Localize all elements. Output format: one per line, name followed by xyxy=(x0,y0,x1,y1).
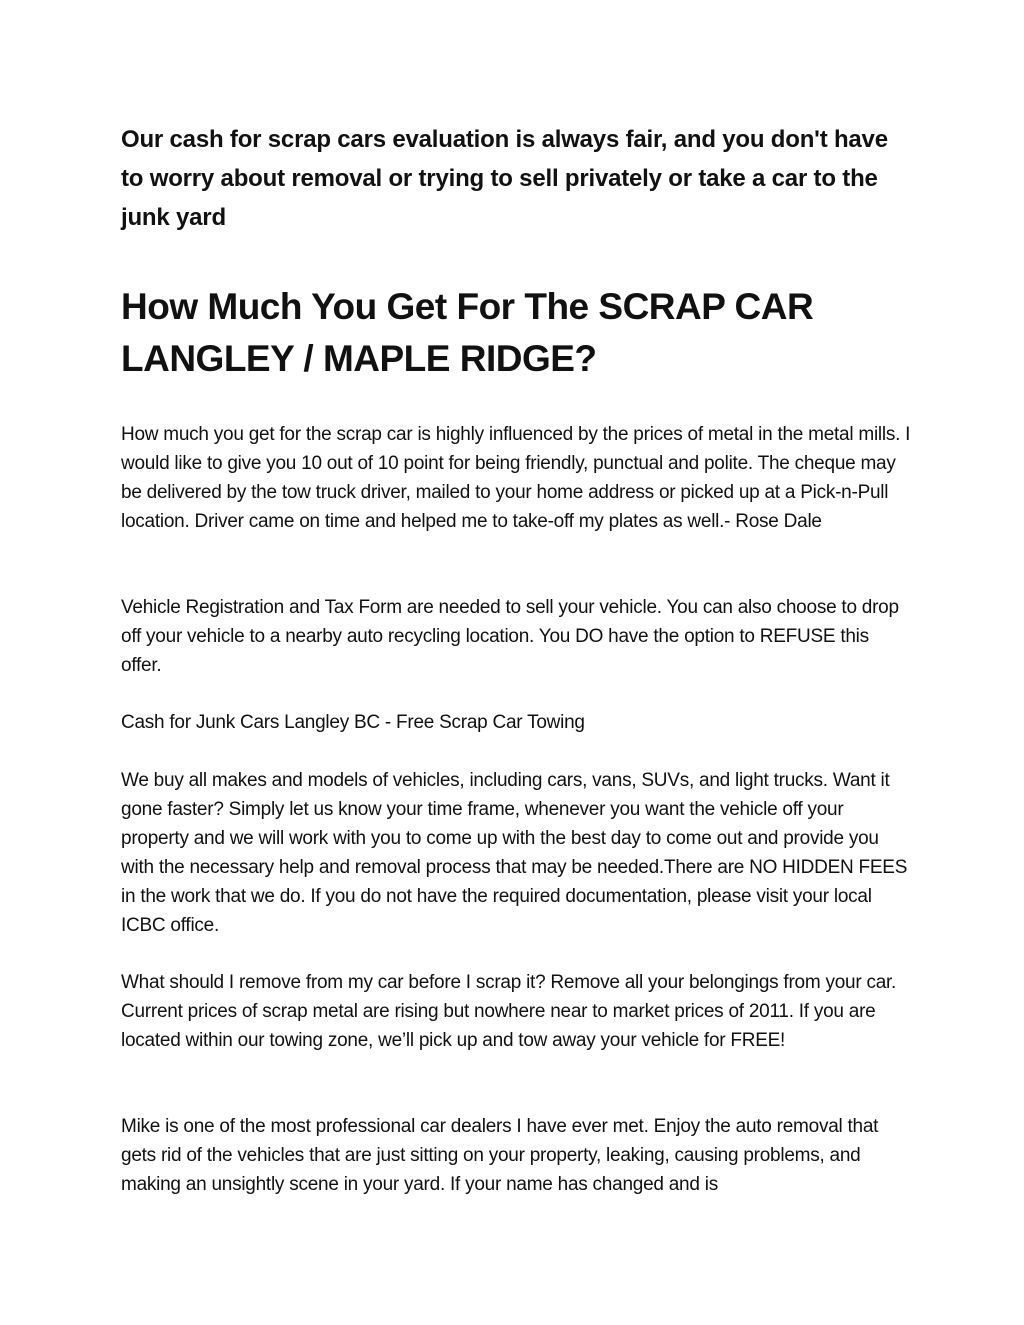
paragraph: We buy all makes and models of vehicles, including cars, vans, SUVs, and light trucks. Want it gone faster? Simply let us know your time frame, whenever you want the vehicle off your property and we will work with you to come up with the best day to come out and provide you with the necessary help and removal process that may be needed.There are NO HIDDEN FEES in the work that we do. If you do not have the required documentation, please visit your local ICBC office. xyxy=(121,770,908,936)
document-heading: How Much You Get For The SCRAP CAR LANGLEY / MAPLE RIDGE? xyxy=(121,286,814,379)
paragraph: Cash for Junk Cars Langley BC - Free Scrap Car Towing xyxy=(121,712,585,733)
paragraph: Mike is one of the most professional car dealers I have ever met. Enjoy the auto removal that gets rid of the vehicles that are just sitting on your property, leaking, causing problems, and making an unsightly scene in your yard. If your name has changed and is xyxy=(121,1116,879,1195)
document-subheading: Our cash for scrap cars evaluation is always fair, and you don't have to worry about removal or trying to sell privately or take a car to the junk yard xyxy=(121,126,888,231)
paragraph: How much you get for the scrap car is highly influenced by the prices of metal in the metal mills. I would like to give you 10 out of 10 point for being friendly, punctual and polite. The cheque may be delivered by the tow truck driver, mailed to your home address or picked up at a Pick-n-Pull location. Driver came on time and helped me to take-off my plates as well.- Rose Dale xyxy=(121,424,911,532)
paragraph: Vehicle Registration and Tax Form are needed to sell your vehicle. You can also choose to drop off your vehicle to a nearby auto recycling location. You DO have the option to REFUSE this offer. xyxy=(121,597,899,676)
paragraph: What should I remove from my car before I scrap it? Remove all your belongings from your car. Current prices of scrap metal are rising but nowhere near to market prices of 2011. If you are located within our towing zone, we’ll pick up and tow away your vehicle for FREE! xyxy=(121,972,897,1051)
